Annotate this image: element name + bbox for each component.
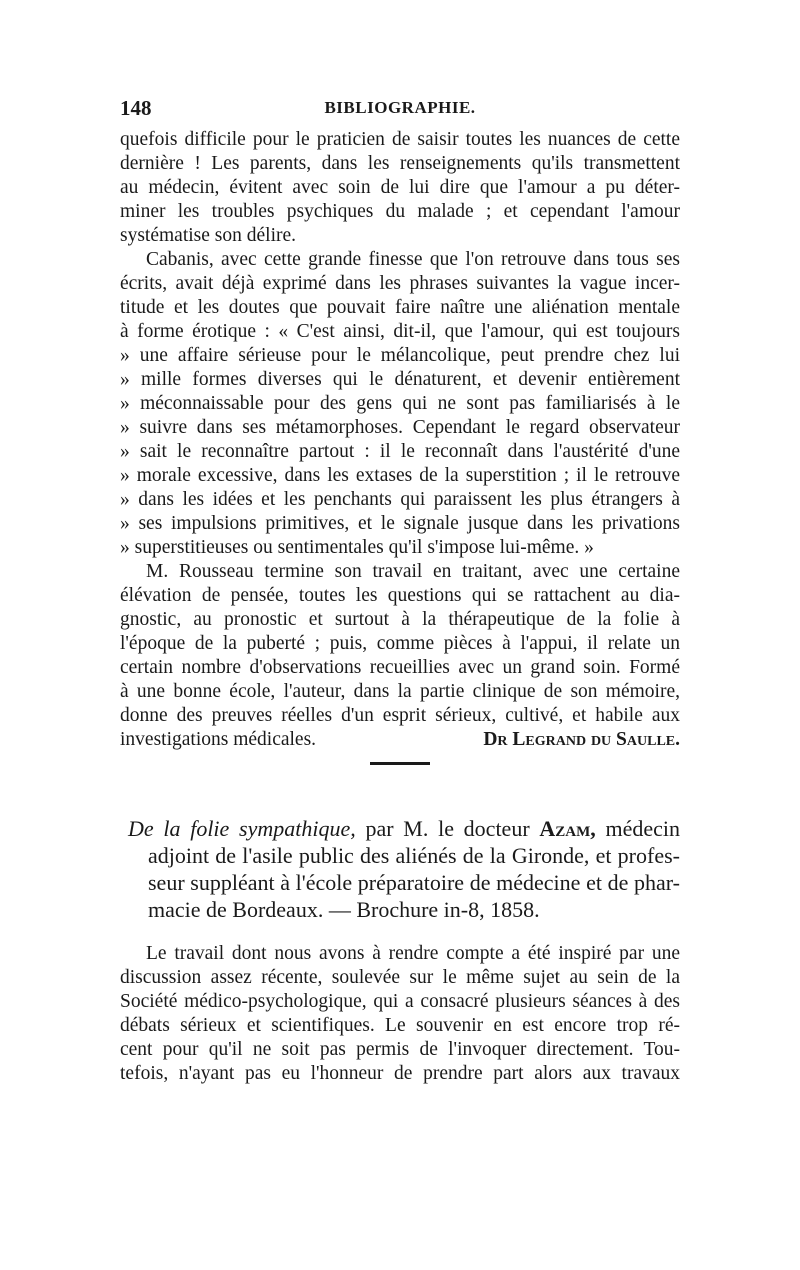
text-line: au médecin, évitent avec soin de lui dire que l'amour a pu déter-: [120, 177, 680, 198]
text-line: à une bonne école, l'auteur, dans la partie clinique de son mémoire,: [120, 681, 680, 702]
title-line-end: médecin: [605, 816, 681, 841]
text-line: débats sérieux et scientifiques. Le souvenir en est encore trop ré-: [120, 1015, 680, 1036]
text-line: titude et les doutes que pouvait faire naître une aliénation mentale: [120, 297, 680, 318]
work-title: De la folie sympathique,: [128, 816, 356, 841]
text-line: » suivre dans ses métamorphoses. Cependant le regard observateur: [120, 417, 680, 438]
text-line: discussion assez récente, soulevée sur le même sujet au sein de la: [120, 967, 680, 988]
text-line: écrits, avait déjà exprimé dans les phrases suivantes la vague incer-: [120, 273, 680, 294]
text-line: systématise son délire.: [120, 225, 297, 246]
text-line: dernière ! Les parents, dans les renseignements qu'ils transmettent: [120, 153, 680, 174]
review-title-line: macie de Bordeaux. — Brochure in-8, 1858.: [148, 897, 540, 922]
text-line: miner les troubles psychiques du malade ; et cependant l'amour: [120, 201, 680, 222]
text-line: » méconnaissable pour des gens qui ne sont pas familiarisés à le: [120, 393, 680, 414]
title-byline: par M. le docteur: [365, 816, 530, 841]
signature-author: Dr Legrand du Saulle.: [483, 729, 680, 750]
text-line: » mille formes diverses qui le dénaturent, et devenir entièrement: [120, 369, 680, 390]
text-line: l'époque de la puberté ; puis, comme pièces à l'appui, il relate un: [120, 633, 680, 654]
text-line: » superstitieuses ou sentimentales qu'il s'impose lui-même. »: [120, 537, 594, 558]
text-line: gnostic, au pronostic et surtout à la thérapeutique de la folie à: [120, 609, 680, 630]
text-line: élévation de pensée, toutes les questions qui se rattachent au dia-: [120, 585, 680, 606]
text-line: quefois difficile pour le praticien de saisir toutes les nuances de cette: [120, 129, 680, 150]
text-line: Société médico-psychologique, qui a consacré plusieurs séances à des: [120, 991, 680, 1012]
text-line: tefois, n'ayant pas eu l'honneur de prendre part alors aux travaux: [120, 1063, 680, 1084]
text-line: M. Rousseau termine son travail en traitant, avec une certaine: [146, 561, 680, 582]
running-head: BIBLIOGRAPHIE.: [324, 98, 476, 117]
page-header: [120, 96, 680, 126]
text-line: cent pour qu'il ne soit pas permis de l'invoquer directement. Tou-: [120, 1039, 680, 1060]
text-line: » une affaire sérieuse pour le mélancolique, peut prendre chez lui: [120, 345, 680, 366]
review-title-line: adjoint de l'asile public des aliénés de la Gironde, et profes-: [148, 843, 680, 868]
text-line: » morale excessive, dans les extases de la superstition ; il le retrouve: [120, 465, 680, 486]
text-line: à forme érotique : « C'est ainsi, dit-il, que l'amour, qui est toujours: [120, 321, 680, 342]
text-line: » ses impulsions primitives, et le signale jusque dans les privations: [120, 513, 680, 534]
review-title-line: seur suppléant à l'école préparatoire de médecine et de phar-: [148, 870, 680, 895]
text-line: » dans les idées et les penchants qui paraissent les plus étrangers à: [120, 489, 680, 510]
page-number: 148: [120, 96, 152, 120]
text-line: Le travail dont nous avons à rendre compte a été inspiré par une: [146, 943, 680, 964]
text-line: donne des preuves réelles d'un esprit sérieux, cultivé, et habile aux: [120, 705, 680, 726]
review-title-line: [128, 816, 680, 842]
text-line: Cabanis, avec cette grande finesse que l'on retrouve dans tous ses: [146, 249, 680, 270]
author-name: Azam,: [539, 816, 596, 841]
text-line: » sait le reconnaître partout : il le reconnaît dans l'austérité d'une: [120, 441, 680, 462]
section-divider: [370, 762, 430, 765]
text-line: certain nombre d'observations recueillies avec un grand soin. Formé: [120, 657, 680, 678]
signature-text: investigations médicales.: [120, 729, 317, 750]
